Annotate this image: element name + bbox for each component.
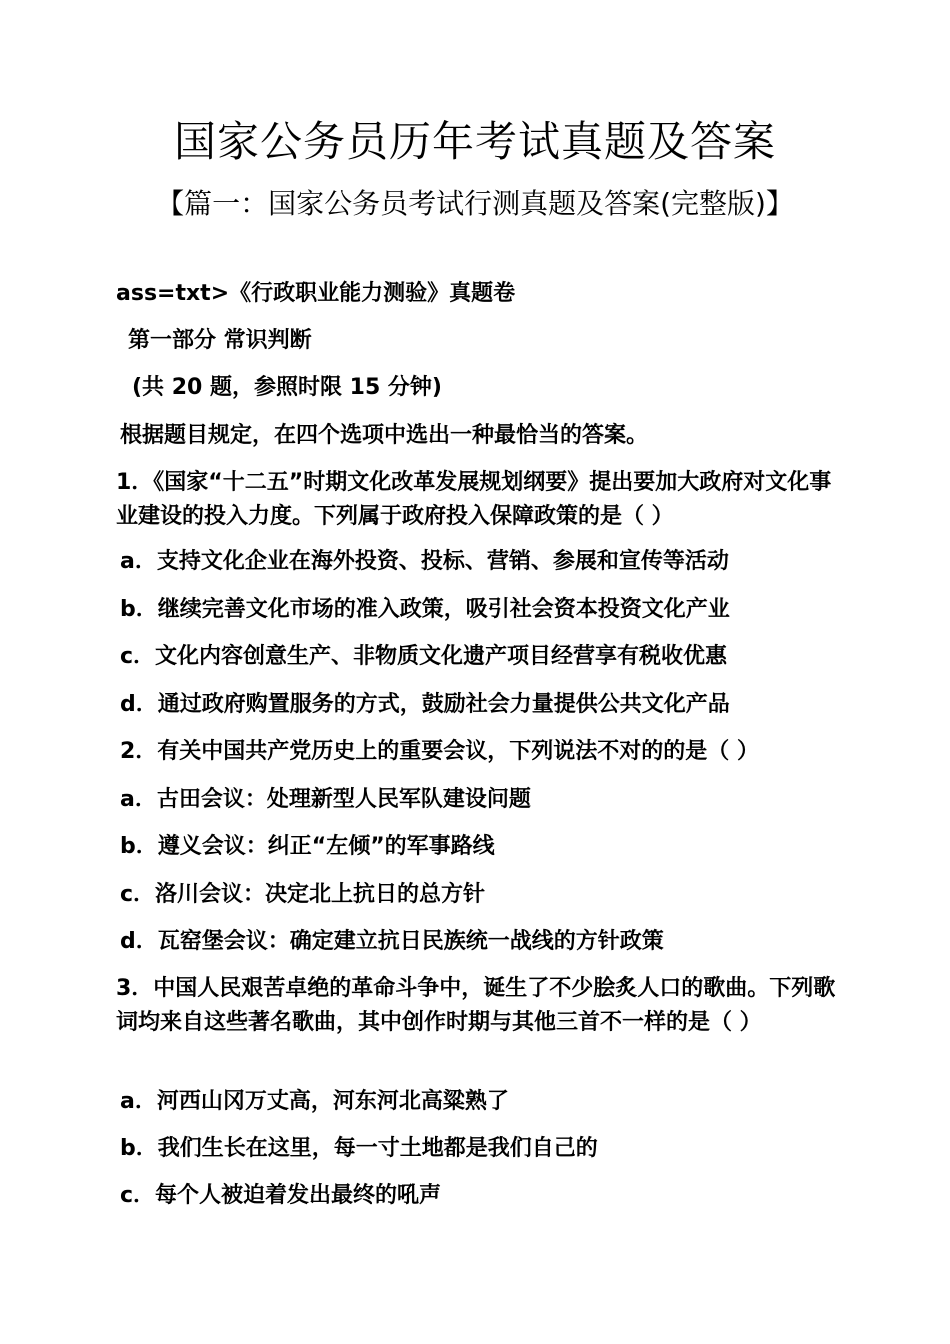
question-2-option-c: c．洛川会议：决定北上抗日的总方针 <box>120 882 486 907</box>
question-1-stem: 1．《国家“十二五”时期文化改革发展规划纲要》提出要加大政府对文化事业建设的投入力度。下列属于政府投入保障政策的是（ ） <box>116 470 832 529</box>
question-2-option-d: d．瓦窑堡会议：确定建立抗日民族统一战线的方针政策 <box>120 929 664 954</box>
question-3-stem: 3．中国人民艰苦卓绝的革命斗争中，诞生了不少脍炙人口的歌曲。下列歌词均来自这些著名歌曲，其中创作时期与其他三首不一样的是（ ） <box>116 976 836 1035</box>
exam-title: ass=txt>《行政职业能力测验》真题卷 <box>116 281 516 306</box>
question-1-option-d: d．通过政府购置服务的方式，鼓励社会力量提供公共文化产品 <box>120 692 730 717</box>
instruction: 根据题目规定，在四个选项中选出一种最恰当的答案。 <box>120 423 649 448</box>
question-3-option-c: c．每个人被迫着发出最终的吼声 <box>120 1183 442 1208</box>
question-2-stem: 2．有关中国共产党历史上的重要会议，下列说法不对的的是（ ） <box>120 739 759 764</box>
part-heading: 第一部分 常识判断 <box>128 328 312 353</box>
question-1-option-a: a．支持文化企业在海外投资、投标、营销、参展和宣传等活动 <box>120 549 729 574</box>
question-1-option-c: c．文化内容创意生产、非物质文化遗产项目经营享有税收优惠 <box>120 644 728 669</box>
document-title: 国家公务员历年考试真题及答案 <box>173 117 776 166</box>
part-note: (共 20 题，参照时限 15 分钟) <box>132 375 442 400</box>
question-2-option-a: a．古田会议：处理新型人民军队建设问题 <box>120 787 531 812</box>
document-subtitle: 【篇一：国家公务员考试行测真题及答案(完整版)】 <box>156 187 794 220</box>
question-1-option-b: b．继续完善文化市场的准入政策，吸引社会资本投资文化产业 <box>120 597 730 622</box>
question-3-option-a: a．河西山冈万丈高，河东河北高粱熟了 <box>120 1089 509 1114</box>
question-3-option-b: b．我们生长在这里，每一寸土地都是我们自己的 <box>120 1136 598 1161</box>
question-2-option-b: b．遵义会议：纠正“左倾”的军事路线 <box>120 834 495 859</box>
